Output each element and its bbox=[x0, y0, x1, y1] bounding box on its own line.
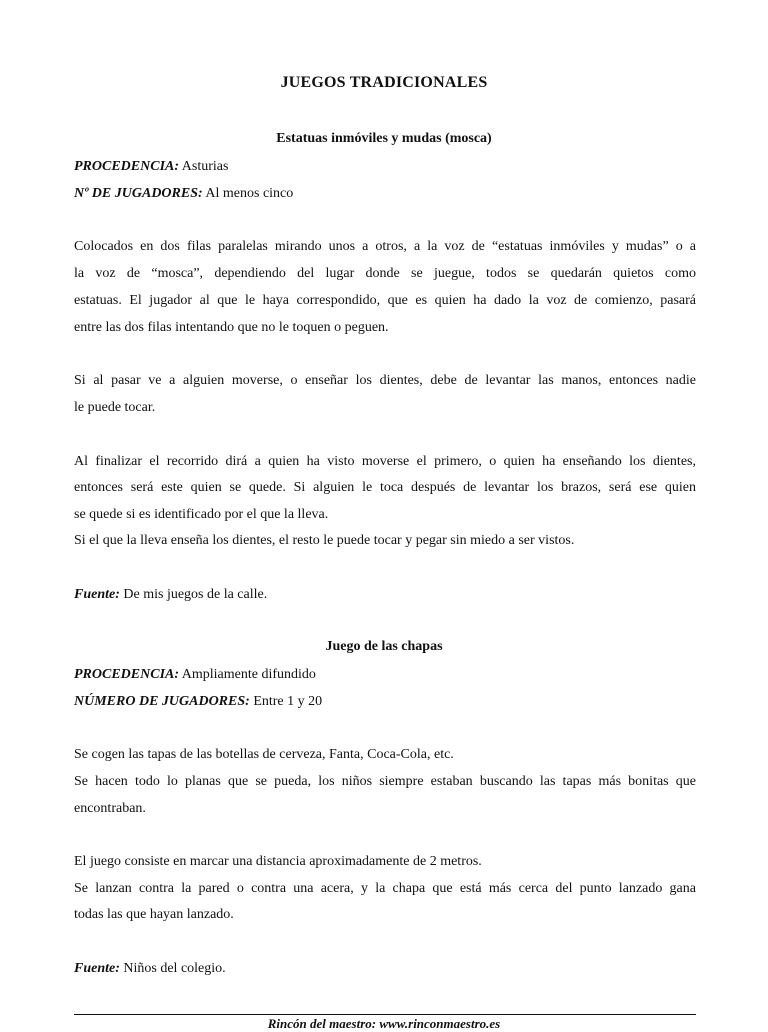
source-value: De mis juegos de la calle. bbox=[119, 587, 268, 602]
origin-line bbox=[74, 158, 696, 176]
paragraph-line: entonces será este quien se quede. Si alguien le toca después de levantar los brazos, será ese quien bbox=[74, 480, 696, 495]
paragraph-line: estatuas. El jugador al que le haya correspondido, que es quien ha dado la voz de comienzo, pasará bbox=[74, 293, 696, 308]
origin-label: PROCEDENCIA: bbox=[74, 667, 180, 682]
origin-line bbox=[74, 666, 696, 684]
footer-text: Rincón del maestro: www.rinconmaestro.es bbox=[267, 1016, 501, 1031]
players-label: NÚMERO DE JUGADORES: bbox=[74, 694, 250, 709]
paragraph-line: se quede si es identificado por el que la lleva. bbox=[74, 507, 329, 522]
players-label: Nº DE JUGADORES: bbox=[74, 186, 203, 201]
source-value: Niños del colegio. bbox=[119, 961, 226, 976]
game-title: Estatuas inmóviles y mudas (mosca) bbox=[276, 131, 492, 146]
paragraph-line: Al finalizar el recorrido dirá a quien ha visto moverse el primero, o quien ha enseñando los dientes, bbox=[74, 454, 696, 469]
footer-divider bbox=[74, 1014, 696, 1015]
players-value: Entre 1 y 20 bbox=[249, 694, 323, 709]
paragraph-line: Si al pasar ve a alguien moverse, o enseñar los dientes, debe de levantar las manos, entonces nadie bbox=[74, 373, 696, 388]
paragraph-line: Si el que la lleva enseña los dientes, el resto le puede tocar y pegar sin miedo a ser vistos. bbox=[74, 533, 575, 548]
players-line bbox=[74, 693, 696, 711]
source-label: Fuente: bbox=[74, 587, 120, 602]
paragraph-line: El juego consiste en marcar una distancia aproximadamente de 2 metros. bbox=[74, 854, 482, 869]
origin-label: PROCEDENCIA: bbox=[74, 159, 180, 174]
paragraph-line: la voz de “mosca”, dependiendo del lugar donde se juegue, todos se quedarán quietos como bbox=[74, 266, 696, 281]
players-value: Al menos cinco bbox=[202, 186, 294, 201]
paragraph-line: Se cogen las tapas de las botellas de cerveza, Fanta, Coca-Cola, etc. bbox=[74, 747, 454, 762]
origin-value: Ampliamente difundido bbox=[179, 667, 316, 682]
origin-value: Asturias bbox=[179, 159, 229, 174]
paragraph-line: entre las dos filas intentando que no le toquen o peguen. bbox=[74, 320, 389, 335]
paragraph-line: Colocados en dos filas paralelas mirando unos a otros, a la voz de “estatuas inmóviles y mudas” o a bbox=[74, 239, 696, 254]
source-line bbox=[74, 586, 696, 604]
paragraph-line: Se hacen todo lo planas que se pueda, los niños siempre estaban buscando las tapas más bonitas que bbox=[74, 774, 696, 789]
paragraph-line: todas las que hayan lanzado. bbox=[74, 907, 234, 922]
source-label: Fuente: bbox=[74, 961, 120, 976]
game-title: Juego de las chapas bbox=[325, 639, 443, 654]
document-title: JUEGOS TRADICIONALES bbox=[280, 74, 488, 91]
source-line bbox=[74, 960, 696, 978]
players-line bbox=[74, 185, 696, 203]
paragraph-line: le puede tocar. bbox=[74, 400, 156, 415]
paragraph-line: Se lanzan contra la pared o contra una acera, y la chapa que está más cerca del punto lanzado gana bbox=[74, 881, 696, 896]
paragraph-line: encontraban. bbox=[74, 801, 146, 816]
